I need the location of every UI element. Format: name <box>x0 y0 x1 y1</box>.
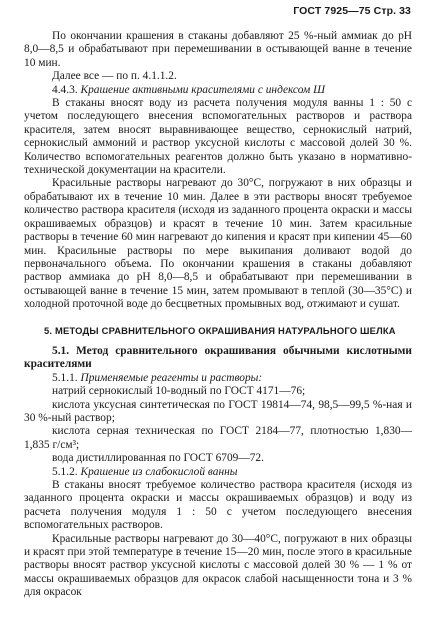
paragraph-heating: Красильные растворы нагревают до 30°С, погружают в них образцы и обрабатывают их в течение 10 мин. Далее в эти растворы вносят требуемое количество раствора красителя (исходя из заданного процента окраски и массы окрашиваемых образцов) и красят в течение 10 мин. Затем красильные растворы в течение 60 мин нагревают до кипения и красят при кипении 45—60 мин. Красильные растворы по мере выкипания доливают водой до первоначального объема. По окончании крашения в стаканы добавляют раствор аммиака до pH 8,0—8,5 и обрабатывают при перемешивании в остывающей ванне в течение 15 мин, затем промывают в теплой (30—35°С) и холодной проточной воде до бесцветных промывных вод, отжимают и сушат. <box>24 177 412 311</box>
subsection-5-1-1 <box>24 372 412 385</box>
reagent-item: кислота серная техническая по ГОСТ 2184—77, плотностью 1,830—1,835 г/см³; <box>24 425 412 451</box>
section-5-heading: 5. МЕТОДЫ СРАВНИТЕЛЬНОГО ОКРАШИВАНИЯ НАТУРАЛЬНОГО ШЕЛКА <box>44 324 396 336</box>
page-body <box>24 30 412 600</box>
reagent-item: кислота уксусная синтетическая по ГОСТ 19814—74, 98,5—99,5 %-ная и 30 %-ный раствор; <box>24 398 412 424</box>
subsection-number: 4.4.3. <box>52 83 78 96</box>
subsection-4-4-3 <box>24 84 412 97</box>
subsection-5-1-heading: 5.1. Метод сравнительного окрашивания обычными кислотными красителями <box>24 344 412 371</box>
paragraph-bath-prep: В стаканы вносят воду из расчета получения модуля ванны 1 : 50 с учетом последующего внесения вспомогательных растворов и раствора красителя, затем вносят выравнивающее вещество, сернокислый натрий, сернокислый аммоний и раствор уксусной кислоты с массовой долей 30 %. Количество вспомогательных реагентов должно быть указано в нормативно-технической документации на красители. <box>24 97 412 177</box>
page-header: ГОСТ 7925—75 Стр. 33 <box>293 5 411 17</box>
paragraph-weak-acid-bath: В стаканы вносят требуемое количество раствора красителя (исходя из заданного процента окраски и массы окрашиваемых образцов) и воду из расчета получения модуля 1 : 50 с учетом последующего внесения вспомогательных растворов. <box>24 479 412 532</box>
subsection-title: Применяемые реагенты и растворы: <box>80 371 263 384</box>
subsection-number: 5.1.2. <box>52 465 78 478</box>
subsection-title: Крашение активными красителями с индексом Ш <box>80 83 325 96</box>
paragraph-dyeing-end: По окончании крашения в стаканы добавляют 25 %-ный аммиак до pH 8,0—8,5 и обрабатывают при перемешивании в остывающей ванне в течение 10 мин. <box>24 30 412 69</box>
subsection-number: 5.1.1. <box>52 371 78 384</box>
reagent-item: вода дистиллированная по ГОСТ 6709—72. <box>52 452 264 465</box>
subsection-title: Крашение из слабокислой ванны <box>80 465 238 478</box>
reagent-item: натрий сернокислый 10-водный по ГОСТ 4171—76; <box>52 385 306 398</box>
paragraph-reference: Далее все — по п. 4.1.1.2. <box>52 70 177 83</box>
subsection-5-1-2 <box>24 466 412 479</box>
paragraph-weak-acid-heating: Красильные растворы нагревают до 30—40°С, погружают в них образцы и красят при этой температуре в течение 15—20 мин, после этого в красильные растворы вносят раствор уксусной кислоты с массовой долей 30 % — 1 % от массы окрашиваемых образцов для окрасок слабой насыщенности тона и 3 % для окрасок <box>24 532 412 599</box>
